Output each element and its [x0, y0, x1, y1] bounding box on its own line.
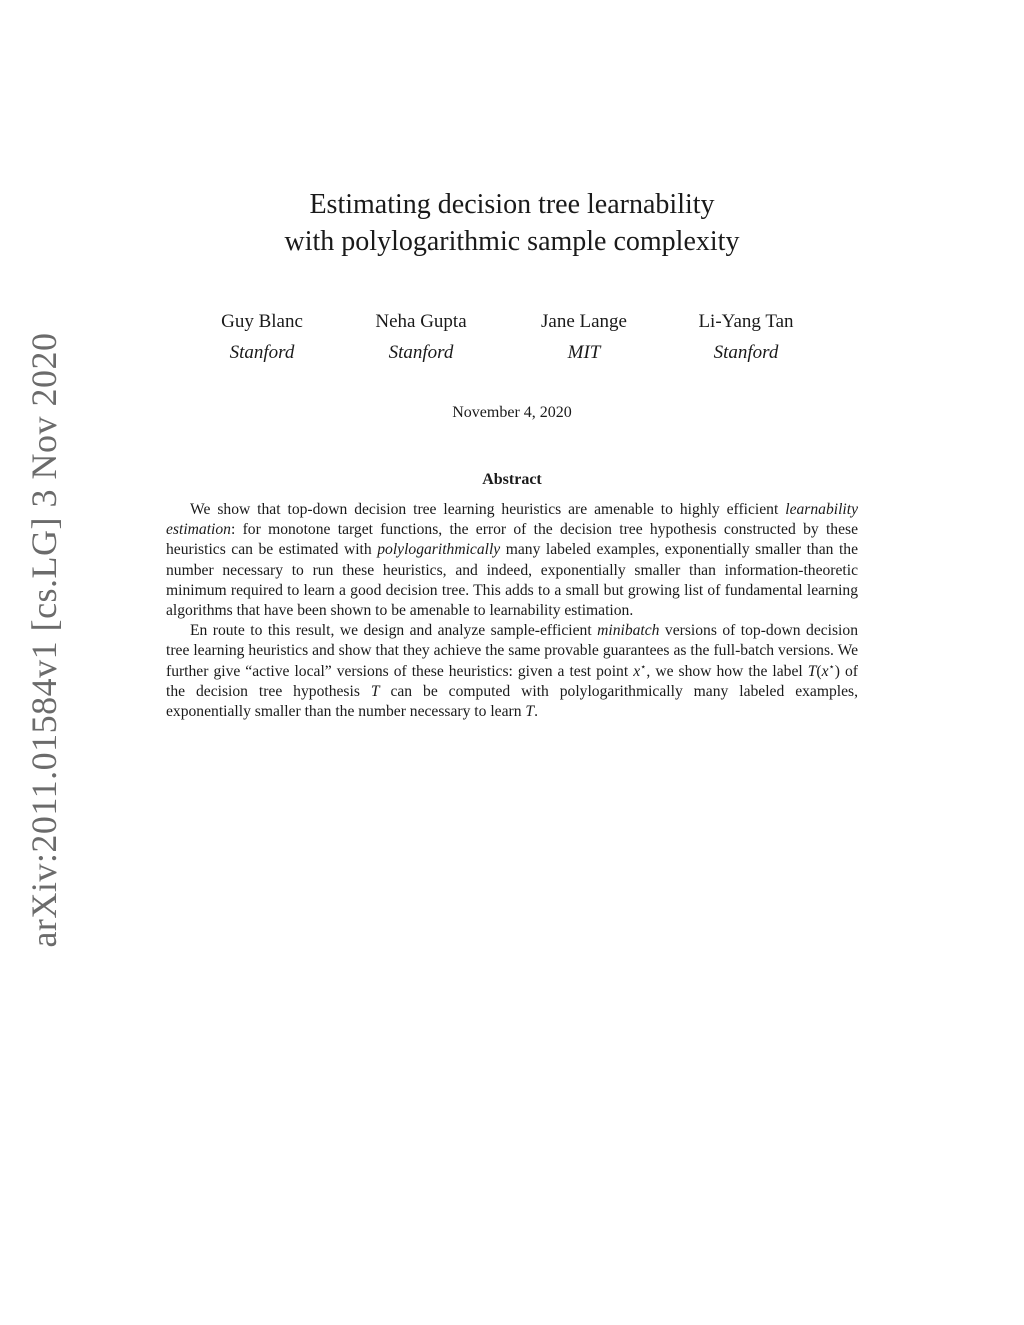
abstract-heading: Abstract: [482, 471, 542, 488]
title-line-2: with polylogarithmic sample complexity: [284, 226, 740, 257]
emphasis-text: learnability estimation: [166, 501, 858, 539]
author-affiliation: Stanford: [713, 342, 779, 363]
math-variable: T: [525, 703, 535, 721]
author-name: Li-Yang Tan: [698, 311, 794, 332]
author-block: [331, 306, 511, 368]
text-run: , we show how the label: [646, 662, 808, 680]
math-paren: (: [816, 662, 822, 680]
author-affiliation: Stanford: [388, 342, 454, 363]
author-name: Jane Lange: [541, 311, 627, 332]
publication-date: November 4, 2020: [452, 404, 572, 421]
math-superscript: ⋆: [640, 661, 647, 673]
math-variable: x: [633, 662, 641, 680]
author-list: [0, 306, 1024, 366]
math-superscript: ⋆: [828, 661, 835, 673]
text-run: can be computed with polylogarithmically many labeled examples, exponentially smaller than the number necessary to learn: [166, 682, 858, 721]
author-affiliation: Stanford: [229, 342, 295, 363]
author-affiliation: MIT: [567, 342, 601, 363]
author-block: [656, 306, 836, 368]
math-paren: ): [834, 662, 840, 680]
math-variable: T: [807, 662, 817, 680]
author-block: [494, 306, 674, 368]
arxiv-identifier-stamp: arXiv:2011.01584v1 [cs.LG] 3 Nov 2020: [24, 332, 64, 948]
text-run: En route to this result, we design and analyze sample-efficient: [190, 622, 598, 640]
text-run: We show that top-down decision tree learning heuristics are amenable to highly efficient: [190, 501, 786, 518]
title-line-1: Estimating decision tree learnability: [309, 189, 715, 220]
text-run: of the decision tree hypothesis: [166, 662, 859, 700]
author-name: Guy Blanc: [221, 311, 303, 332]
abstract-paragraph-1: [166, 500, 858, 621]
paper-title: [0, 186, 1024, 260]
abstract-body: [166, 500, 858, 722]
emphasis-text: minibatch: [597, 622, 660, 640]
math-variable: T: [370, 682, 380, 700]
text-run: versions of top-down decision tree learning heuristics and show that they achieve the same provable guarantees as the full-batch versions. We further give “active local” versions of these heuristics: given a test point: [166, 622, 858, 680]
math-variable: x: [821, 662, 829, 680]
author-block: [172, 306, 352, 368]
abstract-paragraph-2: [166, 621, 858, 722]
author-name: Neha Gupta: [375, 311, 467, 332]
emphasis-text: polylogarithmically: [377, 541, 501, 559]
text-run: .: [534, 703, 538, 721]
text-run: many labeled examples, exponentially smaller than the number necessary to run these heuristics, and indeed, exponentially smaller than information-theoretic minimum required to learn a good decision tree. This adds to a small but growing list of fundamental learning algorithms that have been shown to be amenable to learnability estimation.: [166, 541, 858, 620]
text-run: : for monotone target functions, the error of the decision tree hypothesis constructed by these heuristics can be estimated with: [166, 521, 858, 559]
